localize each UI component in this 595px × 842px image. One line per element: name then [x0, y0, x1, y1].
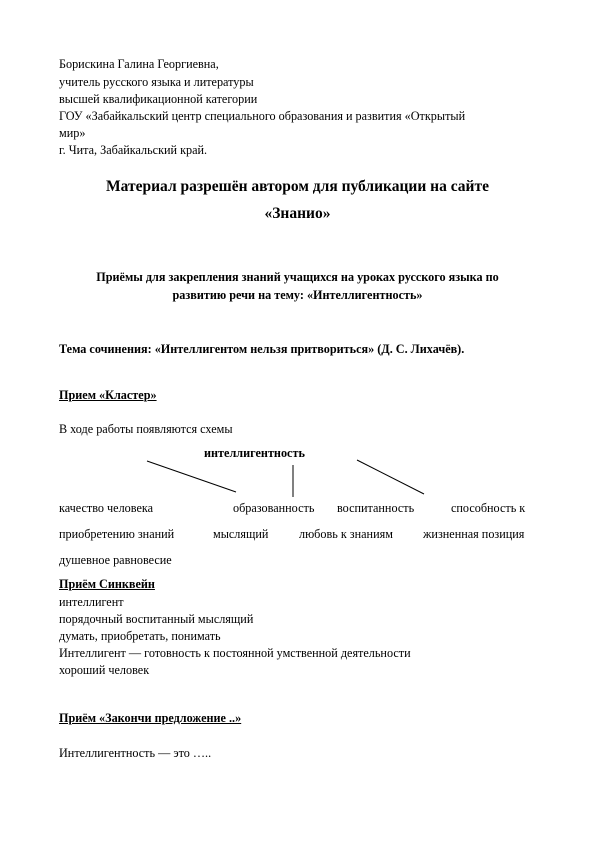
cluster-line-left [147, 461, 236, 492]
subtitle-line2: развитию речи на тему: «Интеллигентность» [172, 288, 423, 302]
author-name: Борискина Галина Георгиевна, [59, 57, 219, 71]
subtitle-line1: Приёмы для закрепления знаний учащихся на уроках русского языка по [96, 270, 499, 284]
cluster-item: жизненная позиция [423, 527, 525, 541]
author-category: высшей квалификационной категории [59, 92, 258, 106]
cluster-item: приобретению знаний [59, 527, 175, 541]
cluster-item: образованность [233, 501, 315, 515]
sinkwine-line: порядочный воспитанный мыслящий [59, 612, 254, 626]
sinkwine-line: думать, приобретать, понимать [59, 629, 221, 643]
finish-text: Интеллигентность — это ….. [59, 746, 212, 760]
cluster-intro: В ходе работы появляются схемы [59, 422, 233, 436]
cluster-heading: Прием «Кластер» [59, 388, 157, 402]
notice-line2: «Знанио» [264, 205, 331, 222]
sinkwine-line: Интеллигент — готовность к постоянной умственной деятельности [59, 646, 411, 660]
cluster-item: мыслящий [213, 527, 269, 541]
cluster-item: душевное равновесие [59, 553, 172, 567]
sinkwine-heading: Приём Синквейн [59, 577, 155, 591]
author-organization-line2: мир» [59, 126, 86, 140]
cluster-item: воспитанность [337, 501, 415, 515]
finish-heading: Приём «Закончи предложение ..» [59, 711, 242, 725]
essay-theme: Тема сочинения: «Интеллигентом нельзя притвориться» (Д. С. Лихачёв). [59, 342, 465, 356]
sinkwine-line: хороший человек [59, 663, 150, 677]
cluster-item: способность к [451, 501, 526, 515]
sinkwine-line: интеллигент [59, 595, 124, 609]
author-organization-line1: ГОУ «Забайкальский центр специального образования и развития «Открытый [59, 109, 466, 123]
notice-line1: Материал разрешён автором для публикации на сайте [106, 178, 489, 195]
cluster-item: качество человека [59, 501, 154, 515]
cluster-line-right [357, 460, 424, 494]
author-city: г. Чита, Забайкальский край. [59, 143, 208, 157]
cluster-item: любовь к знаниям [299, 527, 393, 541]
cluster-center-word: интеллигентность [204, 446, 305, 460]
author-position: учитель русского языка и литературы [59, 75, 254, 89]
